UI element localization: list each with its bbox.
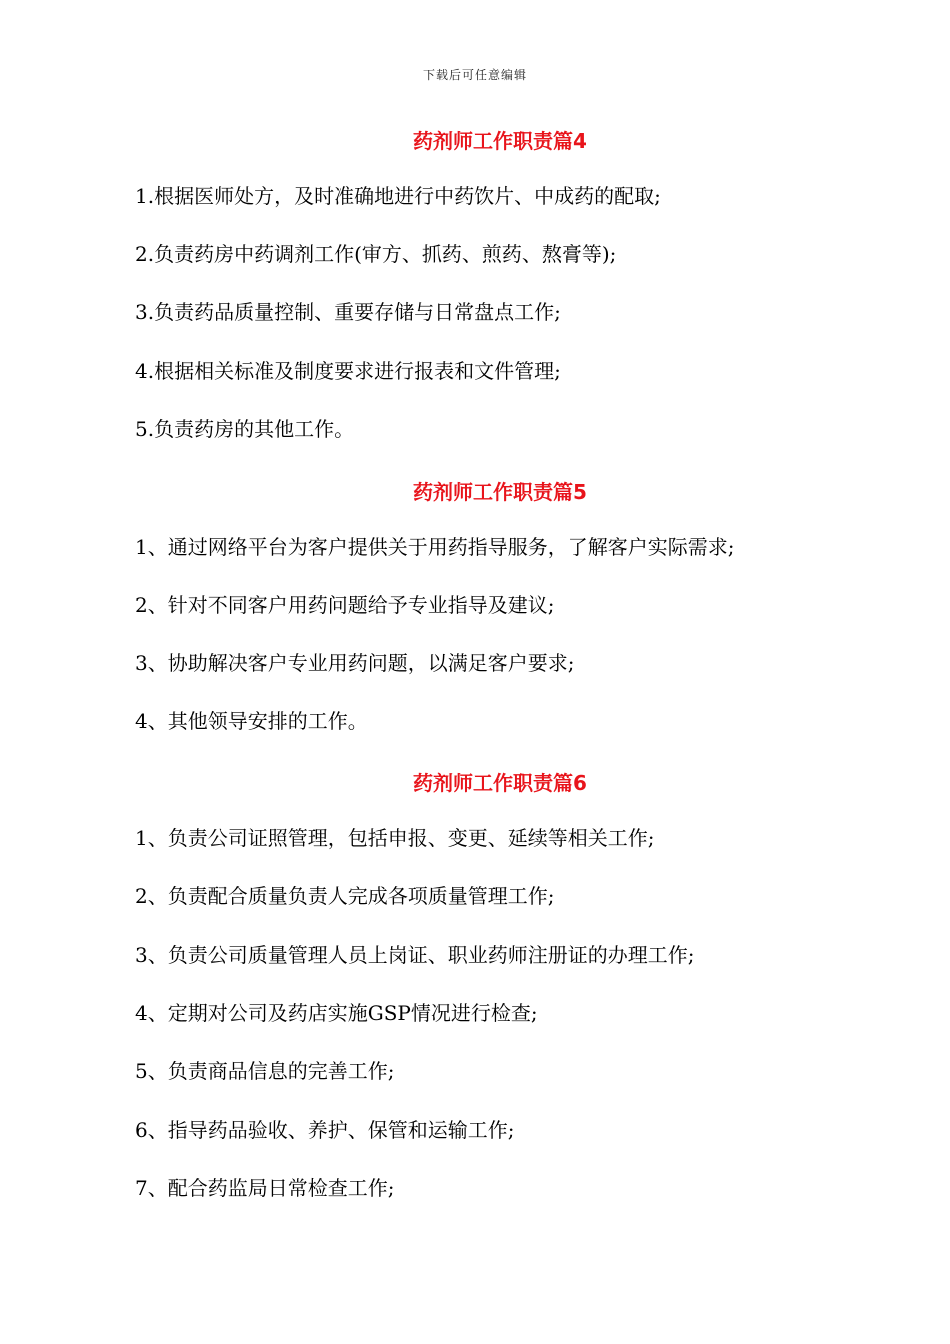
section-title: 药剂师工作职责篇4 xyxy=(413,129,587,153)
list-item: 3.负责药品质量控制、重要存储与日常盘点工作; xyxy=(135,300,561,324)
list-item: 7、配合药监局日常检查工作; xyxy=(135,1176,395,1200)
list-item: 6、指导药品验收、养护、保管和运输工作; xyxy=(135,1118,515,1142)
list-item: 4.根据相关标准及制度要求进行报表和文件管理; xyxy=(135,359,561,383)
list-item: 2、负责配合质量负责人完成各项质量管理工作; xyxy=(135,884,555,908)
list-item: 2.负责药房中药调剂工作(审方、抓药、煎药、熬膏等); xyxy=(135,242,617,266)
list-item: 2、针对不同客户用药问题给予专业指导及建议; xyxy=(135,593,555,617)
list-item: 1.根据医师处方，及时准确地进行中药饮片、中成药的配取; xyxy=(135,184,661,208)
list-item: 1、通过网络平台为客户提供关于用药指导服务，了解客户实际需求; xyxy=(135,535,735,559)
list-item: 4、其他领导安排的工作。 xyxy=(135,709,368,733)
list-item: 5.负责药房的其他工作。 xyxy=(135,417,355,441)
list-item: 4、定期对公司及药店实施GSP情况进行检查; xyxy=(135,1001,538,1025)
list-item: 3、协助解决客户专业用药问题，以满足客户要求; xyxy=(135,651,575,675)
section-title: 药剂师工作职责篇6 xyxy=(413,771,587,795)
list-item: 1、负责公司证照管理，包括申报、变更、延续等相关工作; xyxy=(135,826,655,850)
list-item: 5、负责商品信息的完善工作; xyxy=(135,1059,395,1083)
section-title: 药剂师工作职责篇5 xyxy=(413,480,587,504)
header-note: 下载后可任意编辑 xyxy=(422,68,527,82)
list-item: 3、负责公司质量管理人员上岗证、职业药师注册证的办理工作; xyxy=(135,943,695,967)
